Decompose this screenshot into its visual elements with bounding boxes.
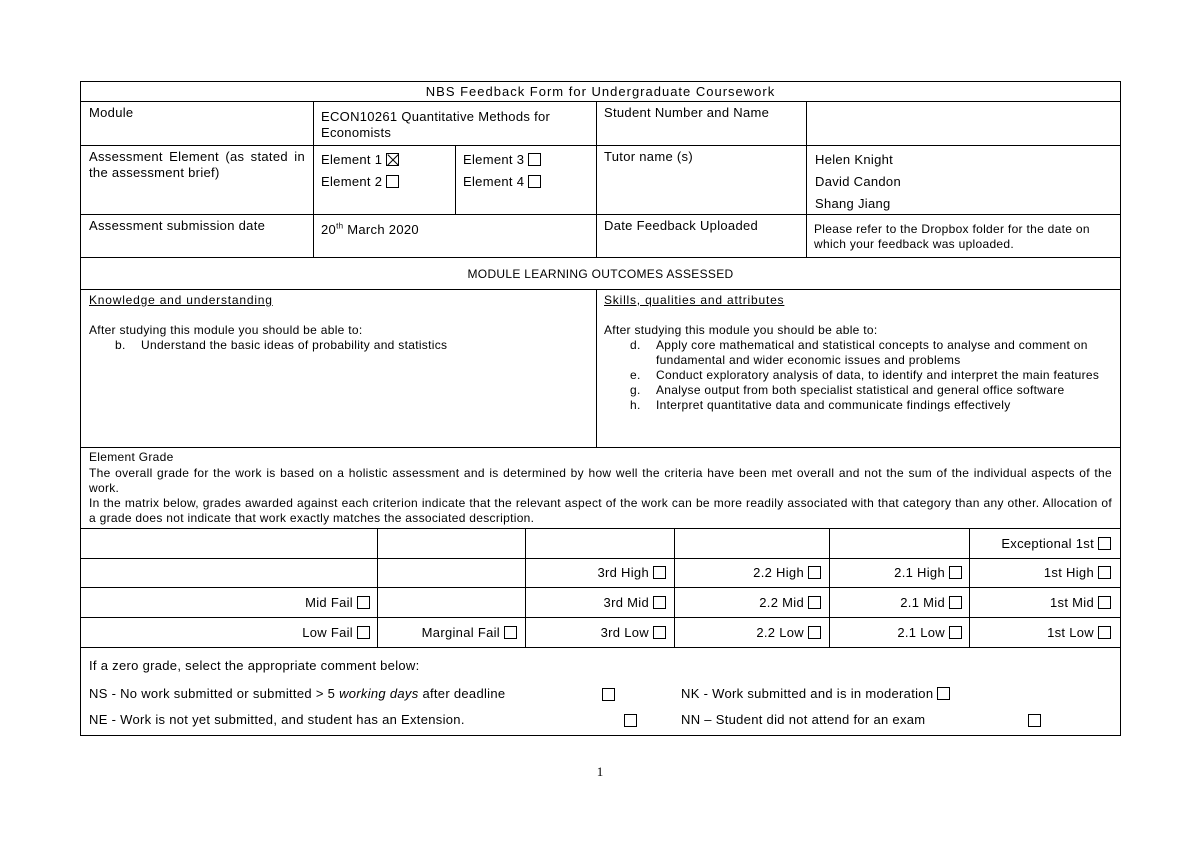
element-1-checkbox[interactable] bbox=[386, 153, 399, 166]
element-4-label: Element 4 bbox=[463, 174, 525, 189]
grade-label: Mid Fail bbox=[305, 595, 353, 610]
grade-label: 1st Low bbox=[1047, 625, 1094, 640]
zero-option-ne[interactable]: NE - Work is not yet submitted, and student has an Extension. bbox=[89, 712, 465, 727]
grade-3rd-low[interactable] bbox=[527, 625, 666, 641]
nk-checkbox[interactable] bbox=[937, 687, 950, 700]
element-2-label: Element 2 bbox=[321, 174, 383, 189]
divider bbox=[81, 289, 1120, 290]
outcomes-header: MODULE LEARNING OUTCOMES ASSESSED bbox=[467, 267, 734, 281]
grade-checkbox[interactable] bbox=[808, 566, 821, 579]
grade-label: 2.2 High bbox=[753, 565, 804, 580]
tutor-name: Shang Jiang bbox=[815, 196, 891, 211]
nn-checkbox[interactable] bbox=[1028, 714, 1041, 727]
grade-checkbox[interactable] bbox=[1098, 537, 1111, 550]
grade-2-1-high[interactable] bbox=[831, 565, 962, 581]
grade-mid-fail[interactable] bbox=[83, 595, 370, 611]
grade-checkbox[interactable] bbox=[949, 626, 962, 639]
grade-label: 2.1 High bbox=[894, 565, 945, 580]
grade-matrix bbox=[81, 528, 1120, 647]
divider bbox=[81, 214, 1120, 215]
tutor-label: Tutor name (s) bbox=[604, 149, 693, 164]
list-text: Conduct exploratory analysis of data, to identify and interpret the main features bbox=[656, 368, 1100, 382]
divider bbox=[674, 529, 675, 647]
list-marker: g. bbox=[630, 383, 641, 397]
page-number: 1 bbox=[596, 764, 604, 779]
grade-2-2-low[interactable] bbox=[676, 625, 821, 641]
divider bbox=[81, 257, 1120, 258]
divider bbox=[81, 647, 1120, 648]
list-text: Apply core mathematical and statistical concepts to analyse and comment on fundamental and wider economic issues and problems bbox=[656, 338, 1088, 367]
divider bbox=[81, 617, 1120, 618]
element-grade-title: Element Grade bbox=[89, 450, 174, 464]
list-item bbox=[606, 398, 1106, 413]
grade-label: 3rd Low bbox=[600, 625, 649, 640]
grade-marginal-fail[interactable] bbox=[379, 625, 517, 641]
grade-checkbox[interactable] bbox=[808, 596, 821, 609]
divider bbox=[596, 101, 597, 257]
divider bbox=[596, 289, 597, 447]
list-marker: b. bbox=[115, 338, 126, 352]
divider bbox=[81, 587, 1120, 588]
element-4-checkbox[interactable] bbox=[528, 175, 541, 188]
grade-label: 3rd High bbox=[597, 565, 649, 580]
knowledge-title: Knowledge and understanding bbox=[89, 293, 273, 307]
grade-checkbox[interactable] bbox=[653, 566, 666, 579]
grade-2-1-low[interactable] bbox=[831, 625, 962, 641]
skills-intro: After studying this module you should be able to: bbox=[604, 323, 878, 337]
grade-exceptional-1st[interactable] bbox=[971, 536, 1111, 552]
divider bbox=[377, 529, 378, 647]
grade-1st-low[interactable] bbox=[971, 625, 1111, 641]
form-title: NBS Feedback Form for Undergraduate Coursework bbox=[425, 84, 776, 99]
grade-checkbox[interactable] bbox=[653, 626, 666, 639]
list-item bbox=[606, 338, 1106, 368]
divider bbox=[525, 529, 526, 647]
student-label: Student Number and Name bbox=[604, 105, 770, 120]
grade-label: 3rd Mid bbox=[603, 595, 649, 610]
ns-working-days: working days bbox=[339, 686, 419, 701]
list-text: Analyse output from both specialist statistical and general office software bbox=[656, 383, 1065, 397]
list-marker: h. bbox=[630, 398, 641, 412]
element-3-checkbox[interactable] bbox=[528, 153, 541, 166]
zero-option-ns[interactable] bbox=[89, 686, 629, 702]
grade-3rd-mid[interactable] bbox=[527, 595, 666, 611]
element-grade-section bbox=[89, 450, 1112, 526]
list-item bbox=[606, 383, 1106, 398]
ns-text-after: after deadline bbox=[418, 686, 506, 701]
list-item bbox=[606, 368, 1106, 383]
submission-day: 20 bbox=[321, 222, 337, 237]
assessment-element-label: Assessment Element (as stated in the assessment brief) bbox=[89, 149, 305, 180]
list-item bbox=[91, 338, 586, 353]
grade-label: 2.1 Low bbox=[897, 625, 945, 640]
grade-checkbox[interactable] bbox=[357, 626, 370, 639]
grade-3rd-high[interactable] bbox=[527, 565, 666, 581]
grade-label: Marginal Fail bbox=[421, 625, 500, 640]
knowledge-intro: After studying this module you should be able to: bbox=[89, 323, 363, 337]
list-text: Understand the basic ideas of probability and statistics bbox=[141, 338, 448, 352]
element-1-label: Element 1 bbox=[321, 152, 383, 167]
zero-option-nn[interactable]: NN – Student did not attend for an exam bbox=[681, 712, 926, 727]
submission-date-value bbox=[321, 222, 419, 238]
grade-2-1-mid[interactable] bbox=[831, 595, 962, 611]
feedback-date-label: Date Feedback Uploaded bbox=[604, 218, 759, 233]
grade-checkbox[interactable] bbox=[1098, 596, 1111, 609]
list-marker: d. bbox=[630, 338, 641, 352]
skills-list bbox=[606, 338, 1106, 413]
grade-label: 1st High bbox=[1043, 565, 1094, 580]
module-label: Module bbox=[89, 105, 134, 120]
divider bbox=[969, 529, 970, 647]
divider bbox=[81, 447, 1120, 448]
grade-checkbox[interactable] bbox=[949, 596, 962, 609]
divider bbox=[81, 145, 1120, 146]
list-text: Interpret quantitative data and communicate findings effectively bbox=[656, 398, 1011, 412]
element-1-option[interactable] bbox=[321, 152, 399, 168]
element-2-checkbox[interactable] bbox=[386, 175, 399, 188]
tutor-name: David Candon bbox=[815, 174, 901, 189]
element-4-option[interactable] bbox=[463, 174, 541, 190]
grade-checkbox[interactable] bbox=[1098, 566, 1111, 579]
grade-label: 1st Mid bbox=[1049, 595, 1094, 610]
submission-day-suffix: th bbox=[336, 221, 344, 231]
grade-label: 2.1 Mid bbox=[900, 595, 945, 610]
grade-1st-mid[interactable] bbox=[971, 595, 1111, 611]
grade-checkbox[interactable] bbox=[1098, 626, 1111, 639]
grade-checkbox[interactable] bbox=[949, 566, 962, 579]
ns-text: NS - No work submitted or submitted > 5 bbox=[89, 686, 340, 701]
tutor-name: Helen Knight bbox=[815, 152, 894, 167]
knowledge-list bbox=[91, 338, 586, 353]
grade-2-2-mid[interactable] bbox=[676, 595, 821, 611]
grade-paragraph: The overall grade for the work is based on a holistic assessment and is determined by how well the criteria have been met overall and not the sum of the individual aspects of the work. bbox=[89, 466, 1112, 495]
module-value: ECON10261 Quantitative Methods for Economists bbox=[321, 109, 551, 140]
element-3-option[interactable] bbox=[463, 152, 541, 168]
element-2-option[interactable] bbox=[321, 174, 399, 190]
grade-1st-high[interactable] bbox=[971, 565, 1111, 581]
grade-paragraph: In the matrix below, grades awarded against each criterion indicate that the relevant aspect of the work can be more readily associated with that category than any other. Allocation of a grade does not indicate that work exactly matches the associated description. bbox=[89, 496, 1112, 525]
grade-checkbox[interactable] bbox=[357, 596, 370, 609]
grade-label: 2.2 Low bbox=[756, 625, 804, 640]
grade-checkbox[interactable] bbox=[653, 596, 666, 609]
list-marker: e. bbox=[630, 368, 641, 382]
divider bbox=[81, 558, 1120, 559]
grade-2-2-high[interactable] bbox=[676, 565, 821, 581]
grade-checkbox[interactable] bbox=[504, 626, 517, 639]
zero-option-nk[interactable] bbox=[681, 686, 950, 702]
grade-label: Exceptional 1st bbox=[1001, 536, 1094, 551]
divider bbox=[455, 145, 456, 214]
skills-title: Skills, qualities and attributes bbox=[604, 293, 785, 307]
feedback-date-value: Please refer to the Dropbox folder for the date on which your feedback was uploaded. bbox=[814, 222, 1090, 251]
submission-month-year: March 2020 bbox=[343, 222, 419, 237]
zero-grade-title: If a zero grade, select the appropriate comment below: bbox=[89, 658, 420, 673]
divider bbox=[806, 101, 807, 257]
submission-date-label: Assessment submission date bbox=[89, 218, 266, 233]
nk-text: NK - Work submitted and is in moderation bbox=[681, 686, 934, 701]
grade-label: 2.2 Mid bbox=[759, 595, 804, 610]
divider bbox=[829, 529, 830, 647]
grade-label: Low Fail bbox=[302, 625, 353, 640]
element-3-label: Element 3 bbox=[463, 152, 525, 167]
grade-low-fail[interactable] bbox=[83, 625, 370, 641]
divider bbox=[81, 101, 1120, 102]
ns-checkbox[interactable] bbox=[602, 688, 615, 701]
divider bbox=[313, 101, 314, 257]
ne-checkbox[interactable] bbox=[624, 714, 637, 727]
grade-checkbox[interactable] bbox=[808, 626, 821, 639]
